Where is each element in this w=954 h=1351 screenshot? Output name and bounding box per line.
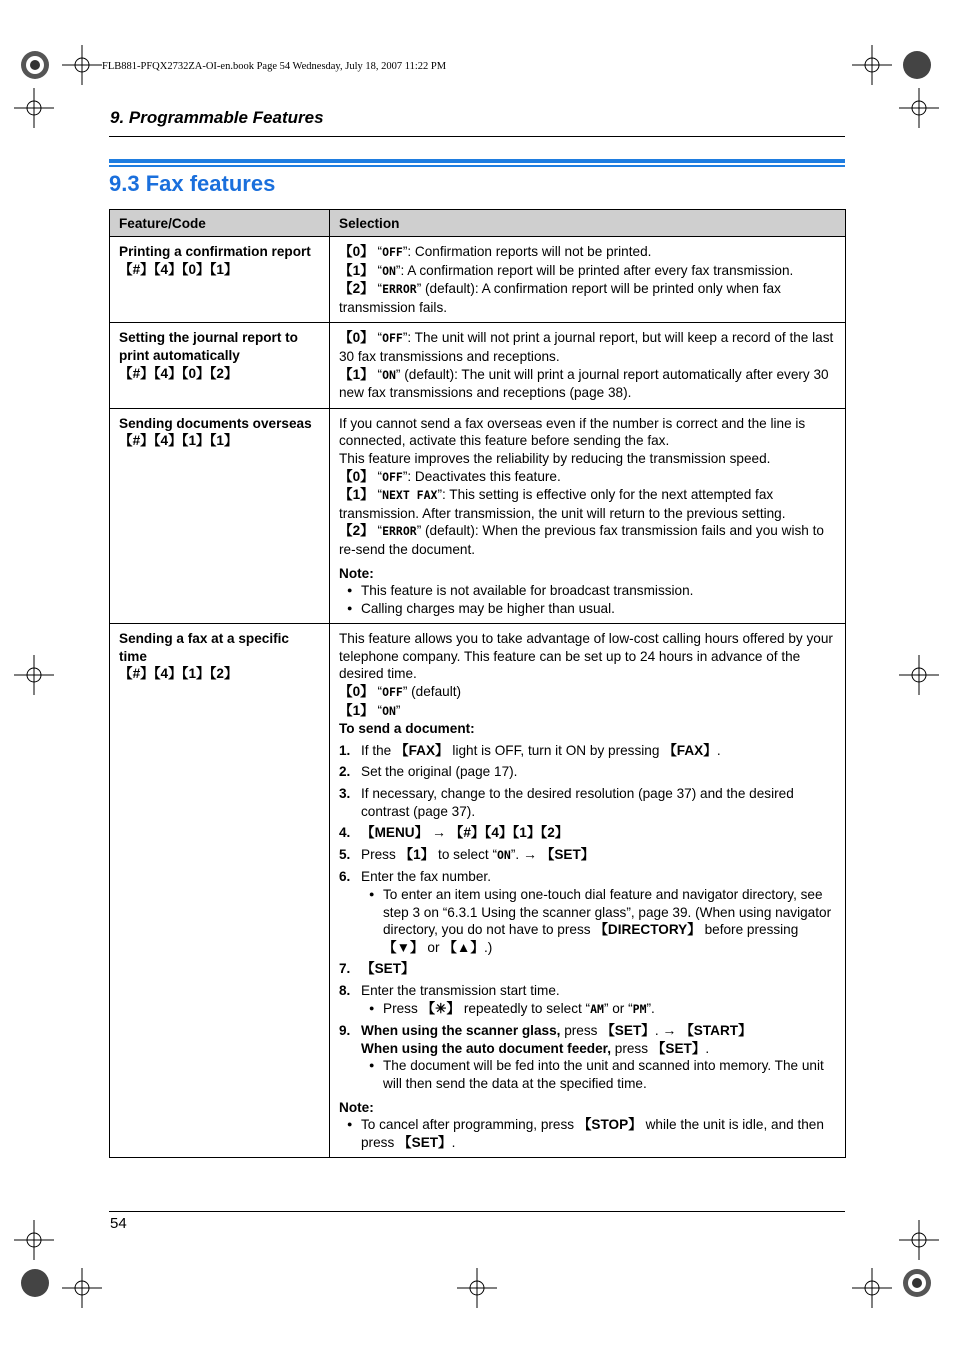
selection-cell	[330, 323, 846, 408]
print-target-icon	[20, 50, 50, 80]
step-9: 9. When using the scanner glass, press 【SET】. → 【START】 When using the auto document feeder, press 【SET】. ● The document will be fed into the unit and scanned into memory. The unit will then send the data at the specified time.	[339, 1022, 836, 1092]
heading-bar	[109, 159, 845, 163]
selection-cell	[330, 408, 846, 624]
page-number: 54	[110, 1215, 127, 1232]
procedure-title: To send a document:	[339, 721, 475, 737]
feature-name: Sending a fax at a specific time	[119, 631, 289, 664]
print-target-icon	[902, 1268, 932, 1298]
feature-name: Sending documents overseas	[119, 415, 312, 431]
registration-mark-icon	[457, 1268, 497, 1308]
intro-text: This feature improves the reliability by reducing the transmission speed.	[339, 450, 771, 466]
feature-name: Setting the journal report to print automatically	[119, 330, 298, 363]
feature-code: 【#】【4】【1】【1】	[119, 433, 238, 449]
arrow-right-icon: →	[662, 1022, 677, 1039]
option-line: 【1】 “NEXT FAX”: This setting is effective only for the next attempted fax transmission. After transmission, the unit will return to the previous setting.	[339, 487, 786, 521]
intro-text: This feature allows you to take advantage of low-cost calling hours offered by your telephone company. This feature can be set up to 24 hours in advance of the desired time.	[339, 631, 833, 682]
note-item: ● To cancel after programming, press 【STOP】 while the unit is idle, and then press 【SET】.	[339, 1116, 836, 1151]
option-line: 【2】 “ERROR” (default): When the previous fax transmission fails and you wish to re-send the document.	[339, 523, 824, 557]
header-rule	[109, 136, 845, 137]
note-title: Note:	[339, 565, 374, 581]
feature-code: 【#】【4】【0】【2】	[119, 365, 238, 381]
feature-cell	[110, 408, 330, 624]
intro-text: If you cannot send a fax overseas even if the number is correct and the line is connected, activate this feature before sending the fax.	[339, 415, 806, 449]
registration-mark-icon	[899, 88, 939, 128]
registration-mark-icon	[852, 45, 892, 85]
page-heading: 9.3 Fax features	[109, 171, 276, 196]
print-header: FLB881-PFQX2732ZA-OI-en.book Page 54 Wednesday, July 18, 2007 11:22 PM	[102, 61, 447, 72]
heading-bar-thin	[109, 165, 845, 167]
step-2: 2. Set the original (page 17).	[339, 764, 518, 780]
feature-cell	[110, 624, 330, 1158]
feature-code: 【#】【4】【0】【1】	[119, 261, 238, 277]
option-line: 【1】 “ON” (default): The unit will print a journal report automatically after every 30 new fax transmissions and receptions (page 38).	[339, 366, 829, 401]
selection-cell	[330, 237, 846, 323]
registration-mark-icon	[62, 45, 102, 85]
feature-code: 【#】【4】【1】【2】	[119, 666, 238, 682]
column-header-feature: Feature/Code	[110, 210, 330, 237]
footer-rule	[109, 1211, 845, 1212]
registration-mark-icon	[14, 1220, 54, 1260]
registration-mark-icon	[62, 1268, 102, 1308]
features-table	[109, 209, 846, 1158]
registration-mark-icon	[899, 1220, 939, 1260]
step-4: 4. 【MENU】 → 【#】【4】【1】【2】	[339, 824, 569, 841]
print-target-icon	[902, 50, 932, 80]
table-row	[110, 323, 846, 408]
registration-mark-icon	[14, 655, 54, 695]
feature-name: Printing a confirmation report	[119, 244, 311, 259]
step-bullet: ● To enter an item using one-touch dial feature and navigator directory, see step 3 on “6.3.1 Using the scanner glass”, page 39. (When using navigator directory, you do not have to press 【DIRECTORY】 before pressing 【▼】 or 【▲】.)	[361, 886, 836, 956]
step-3: 3. If necessary, change to the desired resolution (page 37) and the desired contrast (page 37).	[339, 786, 794, 819]
note-title: Note:	[339, 1099, 374, 1115]
table-row	[110, 237, 846, 323]
note-item: ● This feature is not available for broadcast transmission.	[339, 582, 836, 600]
note-item: ● Calling charges may be higher than usual.	[339, 600, 836, 618]
option-line: 【0】 “OFF”: Confirmation reports will not be printed.	[339, 244, 652, 259]
registration-mark-icon	[899, 655, 939, 695]
step-bullet: ● Press 【✳】 repeatedly to select “AM” or “PM”.	[361, 1000, 836, 1019]
step-7: 7. 【SET】	[339, 961, 415, 977]
option-line: 【0】 “OFF”: The unit will not print a journal report, but will keep a record of the last 30 fax transmissions and receptions.	[339, 330, 834, 364]
table-row	[110, 408, 846, 624]
registration-mark-icon	[14, 88, 54, 128]
option-line: 【2】 “ERROR” (default): A confirmation report will be printed only when fax transmission fails.	[339, 281, 781, 315]
table-header-row	[110, 210, 846, 237]
step-1: 1. If the 【FAX】 light is OFF, turn it ON by pressing 【FAX】.	[339, 742, 721, 758]
selection-cell	[330, 624, 846, 1158]
arrow-right-icon: →	[522, 845, 537, 862]
section-title: 9. Programmable Features	[110, 108, 324, 127]
step-bullet: ● The document will be fed into the unit and scanned into memory. The unit will then send the data at the specified time.	[361, 1057, 836, 1092]
registration-mark-icon	[852, 1268, 892, 1308]
step-6: 6. Enter the fax number. ● To enter an item using one-touch dial feature and navigator directory, see step 3 on “6.3.1 Using the scanner glass”, page 39. (When using navigator directory, you do not have to press 【DIRECTORY】 before pressing 【▼】 or 【▲】.)	[339, 868, 836, 956]
option-line: 【0】 “OFF”: Deactivates this feature.	[339, 468, 561, 484]
option-line: 【1】 “ON”	[339, 702, 401, 718]
step-5: 5. Press 【1】 to select “ON”. → 【SET】	[339, 845, 595, 862]
arrow-right-icon: →	[432, 824, 446, 841]
table-row	[110, 624, 846, 1158]
option-line: 【1】 “ON”: A confirmation report will be printed after every fax transmission.	[339, 262, 794, 278]
option-line: 【0】 “OFF” (default)	[339, 684, 462, 700]
feature-cell	[110, 323, 330, 408]
column-header-selection: Selection	[330, 210, 846, 237]
step-8: 8. Enter the transmission start time. ● Press 【✳】 repeatedly to select “AM” or “PM”.	[339, 982, 836, 1018]
print-target-icon	[20, 1268, 50, 1298]
feature-cell	[110, 237, 330, 323]
